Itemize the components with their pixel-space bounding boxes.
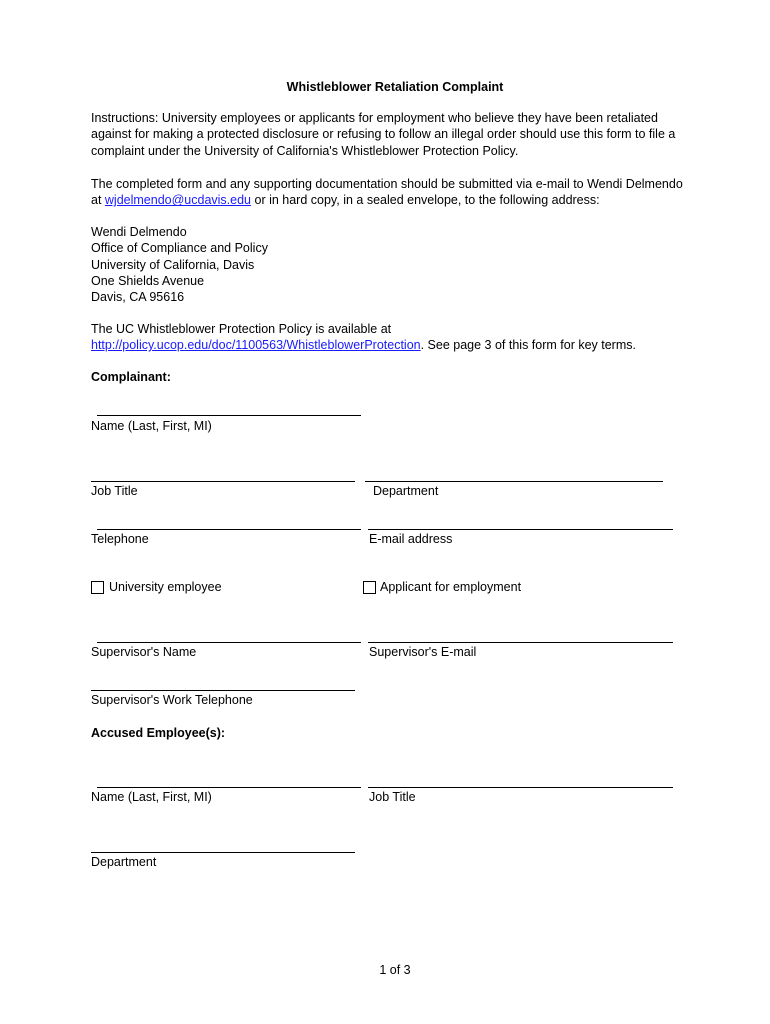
telephone-field[interactable] bbox=[97, 529, 361, 530]
university-employee-checkbox[interactable] bbox=[91, 581, 104, 594]
submission-line: The completed form and any supporting documentation should be submitted via e-mail to Wendi Delmendo bbox=[91, 177, 683, 191]
supervisor-name-label: Supervisor's Name bbox=[91, 645, 197, 659]
accused-job-title-field[interactable] bbox=[368, 787, 673, 788]
supervisor-phone-field[interactable] bbox=[91, 690, 355, 691]
accused-name-field[interactable] bbox=[97, 787, 361, 788]
applicant-checkbox[interactable] bbox=[363, 581, 376, 594]
complainant-name-field[interactable] bbox=[97, 415, 361, 416]
instructions-line: against for making a protected disclosure or refusing to follow an illegal order should use this form to file a bbox=[91, 127, 676, 142]
page-title: Whistleblower Retaliation Complaint bbox=[286, 80, 504, 94]
email-field[interactable] bbox=[368, 529, 673, 530]
submission-line: at wjdelmendo@ucdavis.edu or in hard copy, in a sealed envelope, to the following address: bbox=[91, 193, 600, 208]
submission-paragraph bbox=[91, 176, 691, 209]
address-line: One Shields Avenue bbox=[91, 273, 205, 288]
policy-line: http://policy.ucop.edu/doc/1100563/WhistleblowerProtection. See page 3 of this form for key terms. bbox=[91, 338, 636, 353]
supervisor-name-field[interactable] bbox=[97, 642, 361, 643]
email-label: E-mail address bbox=[369, 532, 453, 546]
accused-name-label: Name (Last, First, MI) bbox=[91, 790, 212, 804]
telephone-label: Telephone bbox=[91, 532, 149, 546]
policy-line: The UC Whistleblower Protection Policy is available at bbox=[91, 322, 392, 336]
instructions-line: Instructions: University employees or applicants for employment who believe they have been retaliated bbox=[91, 111, 658, 125]
instructions-paragraph bbox=[91, 110, 691, 159]
supervisor-email-field[interactable] bbox=[368, 642, 673, 643]
address-line: Office of Compliance and Policy bbox=[91, 241, 268, 256]
policy-paragraph bbox=[91, 321, 691, 354]
mailing-address bbox=[91, 224, 691, 305]
accused-job-title-label: Job Title bbox=[369, 790, 416, 804]
email-link[interactable]: wjdelmendo@ucdavis.edu bbox=[104, 193, 252, 208]
policy-link[interactable]: http://policy.ucop.edu/doc/1100563/WhistleblowerProtection bbox=[91, 338, 421, 353]
address-line: Davis, CA 95616 bbox=[91, 290, 185, 305]
instructions-line: complaint under the University of California's Whistleblower Protection Policy. bbox=[91, 143, 519, 158]
address-line: University of California, Davis bbox=[91, 257, 255, 272]
job-title-label: Job Title bbox=[91, 484, 138, 498]
university-employee-label: University employee bbox=[109, 580, 222, 594]
accused-department-label: Department bbox=[91, 855, 157, 869]
complainant-name-label: Name (Last, First, MI) bbox=[91, 419, 212, 433]
job-title-field[interactable] bbox=[91, 481, 355, 482]
complainant-heading: Complainant: bbox=[91, 370, 171, 384]
supervisor-phone-label: Supervisor's Work Telephone bbox=[91, 693, 253, 707]
supervisor-email-label: Supervisor's E-mail bbox=[369, 645, 477, 659]
department-field[interactable] bbox=[365, 481, 663, 482]
department-label: Department bbox=[373, 484, 439, 498]
applicant-label: Applicant for employment bbox=[380, 580, 522, 594]
page-number: 1 of 3 bbox=[379, 963, 411, 977]
accused-department-field[interactable] bbox=[91, 852, 355, 853]
address-line: Wendi Delmendo bbox=[91, 225, 187, 239]
accused-heading: Accused Employee(s): bbox=[91, 726, 226, 740]
